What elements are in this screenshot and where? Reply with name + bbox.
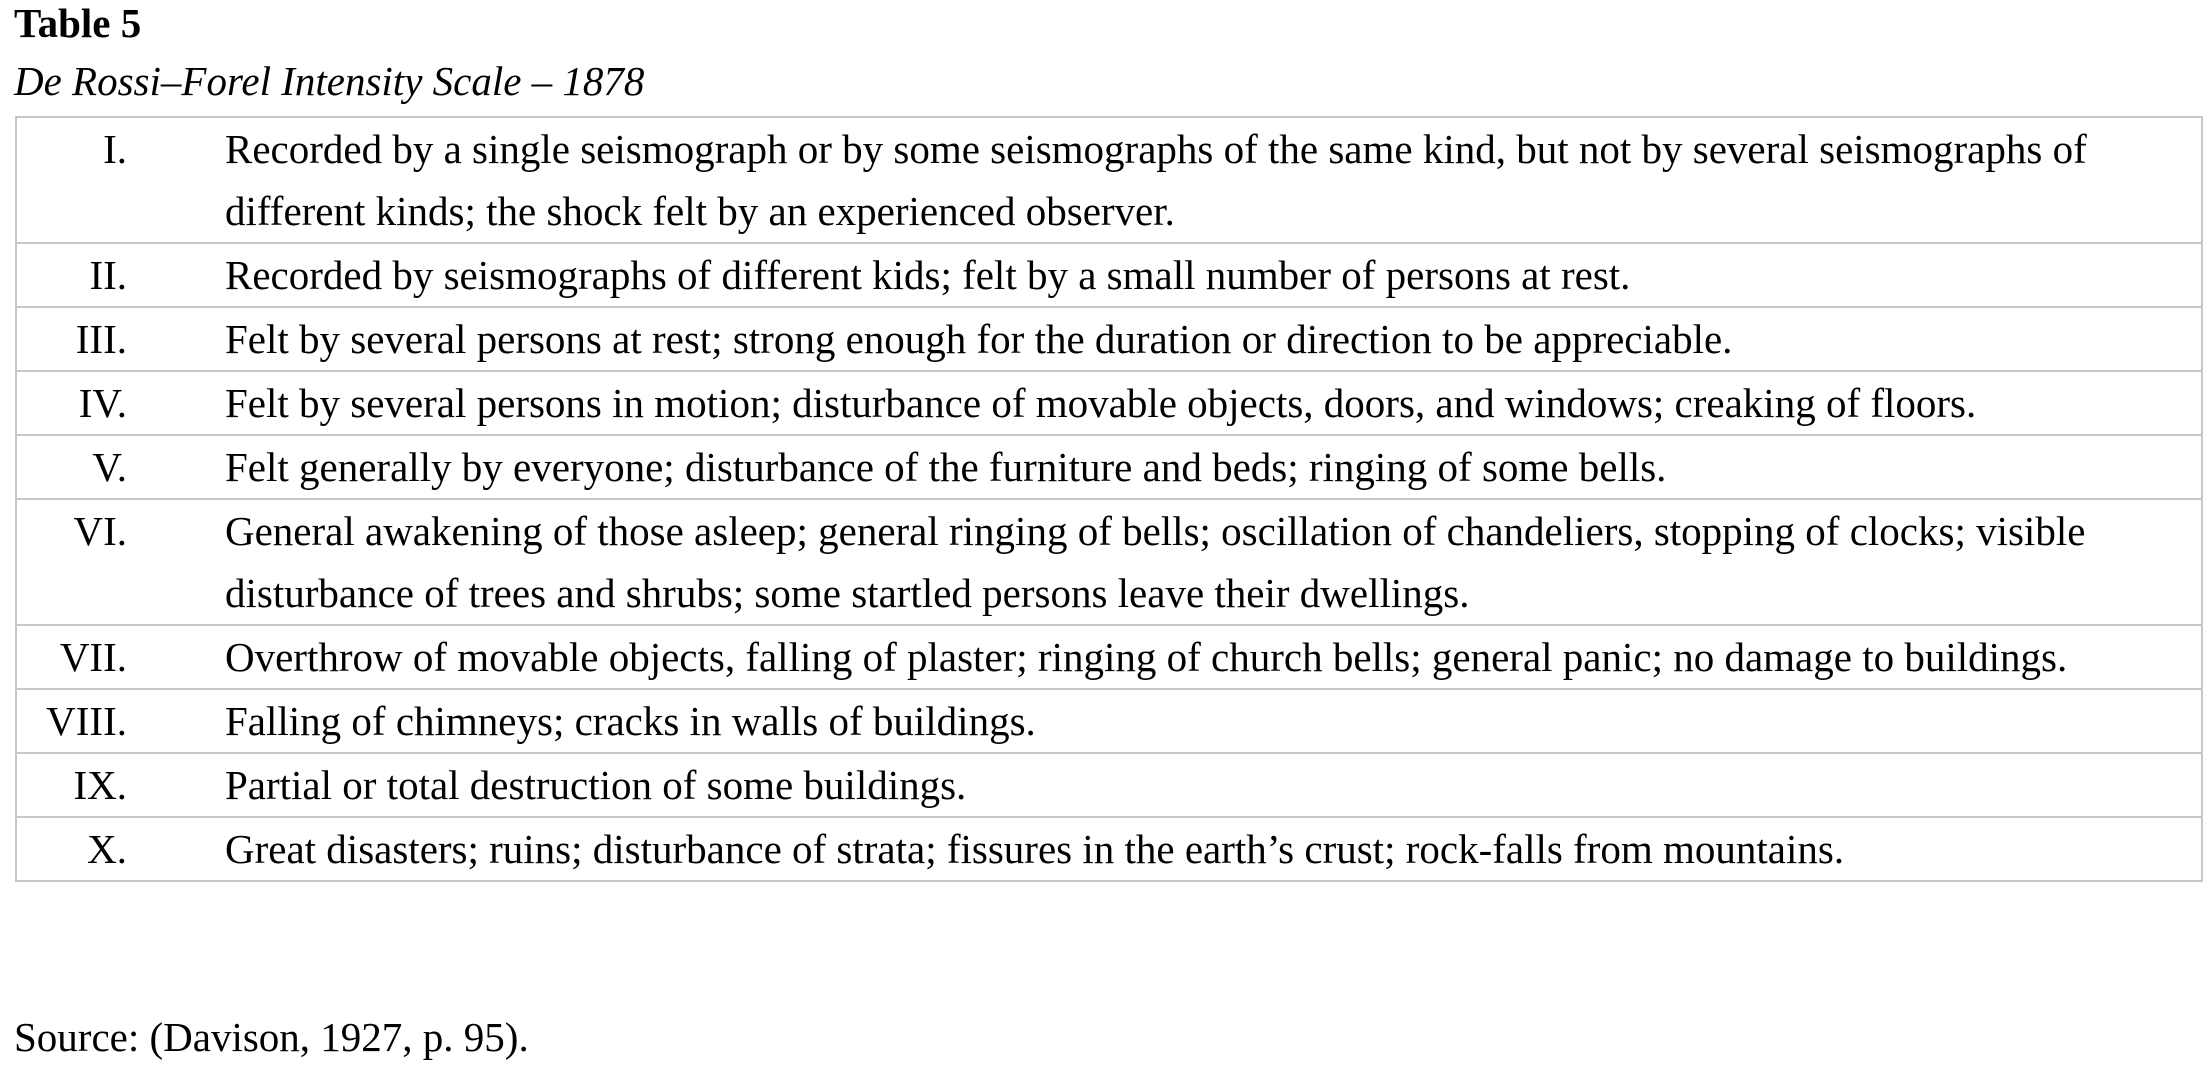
intensity-numeral: VII. xyxy=(16,625,141,689)
intensity-description: Recorded by seismographs of different kids; felt by a small number of persons at rest. xyxy=(141,243,2202,307)
table-row xyxy=(16,243,2202,307)
intensity-numeral: V. xyxy=(16,435,141,499)
table-row xyxy=(16,435,2202,499)
intensity-description: Felt generally by everyone; disturbance of the furniture and beds; ringing of some bells. xyxy=(141,435,2202,499)
intensity-description: Partial or total destruction of some buildings. xyxy=(141,753,2202,817)
intensity-description: General awakening of those asleep; general ringing of bells; oscillation of chandeliers, stopping of clocks; visible disturbance of trees and shrubs; some startled persons leave their dwellings. xyxy=(141,499,2202,625)
table-row xyxy=(16,499,2202,625)
intensity-numeral: X. xyxy=(16,817,141,881)
intensity-numeral: I. xyxy=(16,117,141,243)
intensity-description: Felt by several persons in motion; disturbance of movable objects, doors, and windows; creaking of floors. xyxy=(141,371,2202,435)
intensity-numeral: III. xyxy=(16,307,141,371)
intensity-description: Great disasters; ruins; disturbance of strata; fissures in the earth’s crust; rock-falls from mountains. xyxy=(141,817,2202,881)
table-row xyxy=(16,689,2202,753)
table-row xyxy=(16,625,2202,689)
intensity-scale-table xyxy=(15,116,2203,882)
table-row xyxy=(16,371,2202,435)
table-title: Table 5 xyxy=(14,0,142,46)
table-row xyxy=(16,307,2202,371)
intensity-numeral: IV. xyxy=(16,371,141,435)
intensity-description: Falling of chimneys; cracks in walls of buildings. xyxy=(141,689,2202,753)
table-subtitle: De Rossi–Forel Intensity Scale – 1878 xyxy=(14,58,645,104)
source-citation: Source: (Davison, 1927, p. 95). xyxy=(14,1014,529,1060)
table-row xyxy=(16,753,2202,817)
intensity-numeral: VI. xyxy=(16,499,141,625)
intensity-numeral: II. xyxy=(16,243,141,307)
intensity-numeral: VIII. xyxy=(16,689,141,753)
table-row xyxy=(16,817,2202,881)
table-row xyxy=(16,117,2202,243)
intensity-numeral: IX. xyxy=(16,753,141,817)
intensity-description: Felt by several persons at rest; strong enough for the duration or direction to be appreciable. xyxy=(141,307,2202,371)
intensity-description: Recorded by a single seismograph or by some seismographs of the same kind, but not by several seismographs of different kinds; the shock felt by an experienced observer. xyxy=(141,117,2202,243)
intensity-description: Overthrow of movable objects, falling of plaster; ringing of church bells; general panic; no damage to buildings. xyxy=(141,625,2202,689)
